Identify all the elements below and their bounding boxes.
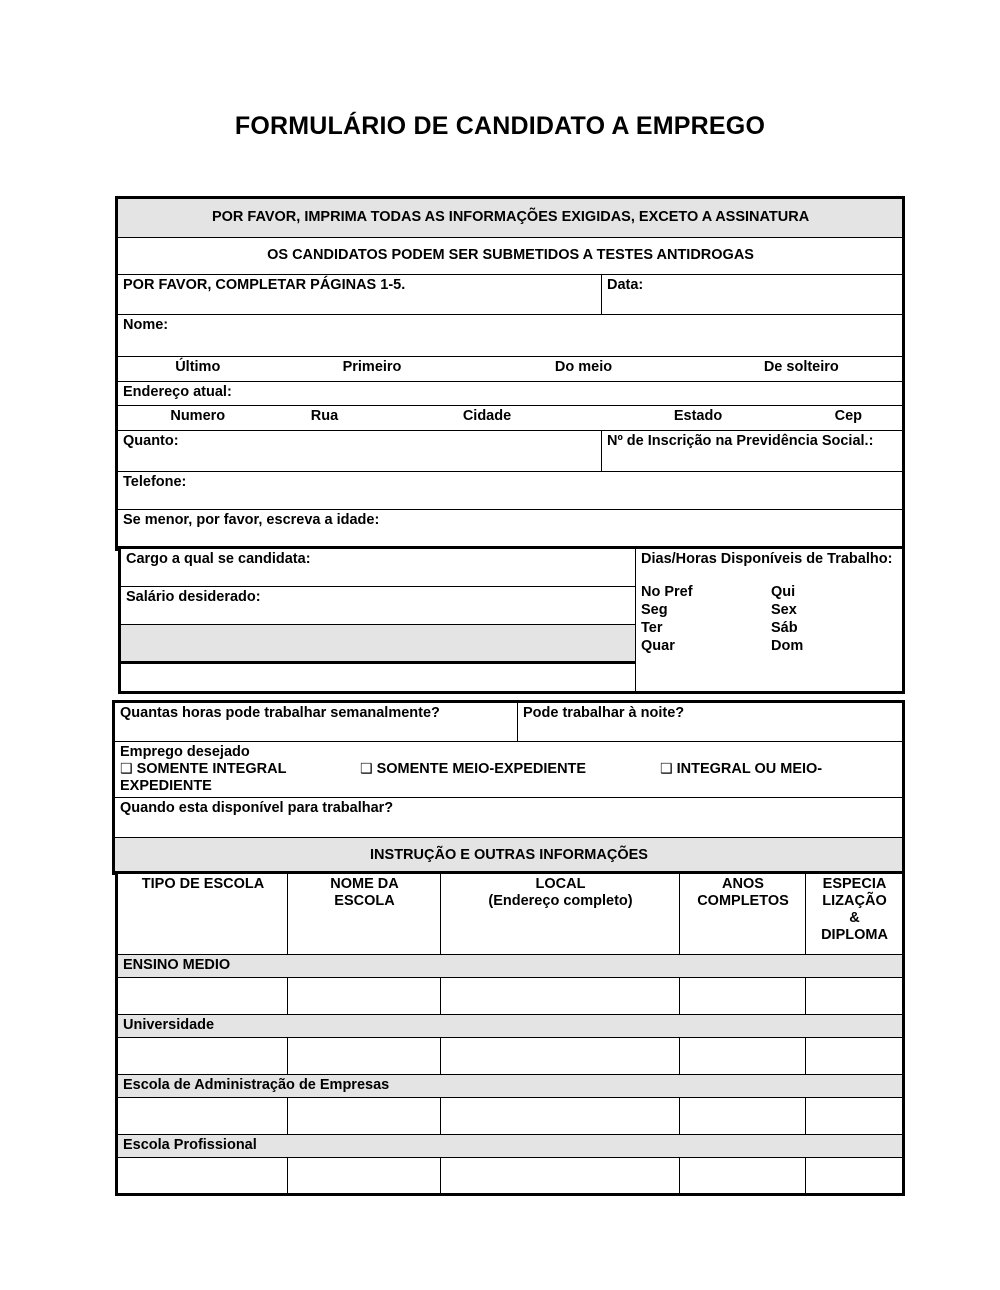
option-either[interactable] — [660, 761, 898, 778]
table-row[interactable] — [806, 1038, 904, 1075]
col-header-location-l2: (Endereço completo) — [488, 893, 633, 910]
position-spacer-cell — [120, 663, 636, 693]
option-either-label: INTEGRAL OU MEIO- — [676, 761, 823, 778]
table-row[interactable] — [680, 1158, 806, 1195]
option-full-time-label: SOMENTE INTEGRAL — [136, 761, 287, 778]
print-notice-banner: POR FAVOR, IMPRIMA TODAS AS INFORMAÇÕES EXIGIDAS, EXCETO A ASSINATURA — [117, 198, 904, 238]
checkbox-icon-either[interactable]: ❑ — [660, 761, 673, 778]
availability-heading: Dias/Horas Disponíveis de Trabalho: — [641, 551, 893, 567]
social-security-field[interactable]: Nº de Inscrição na Previdência Social.: — [602, 431, 904, 472]
day-sunday[interactable]: Dom — [771, 638, 804, 655]
work-hours-table — [112, 700, 905, 875]
checkbox-icon-full-time[interactable]: ❑ — [120, 761, 133, 778]
employment-desired-options — [120, 761, 898, 778]
table-row[interactable] — [806, 1098, 904, 1135]
table-row[interactable] — [680, 1098, 806, 1135]
address-part-city: Cidade — [372, 406, 602, 431]
current-address-field[interactable]: Endereço atual: — [117, 382, 904, 406]
table-row[interactable] — [117, 1038, 288, 1075]
desired-salary-field[interactable]: Salário desiderado: — [120, 587, 636, 625]
col-header-years-l1: ANOS — [722, 876, 764, 892]
row-label-escola-administracao: Escola de Administração de Empresas — [117, 1075, 904, 1098]
option-either-label-cont: EXPEDIENTE — [120, 778, 212, 795]
day-tuesday[interactable]: Ter — [641, 620, 663, 637]
minor-age-field[interactable]: Se menor, por favor, escreva a idade: — [117, 510, 904, 550]
day-wednesday[interactable]: Quar — [641, 638, 675, 655]
col-header-diploma-l2: LIZAÇÃO — [822, 893, 887, 910]
col-header-diploma-l4: DIPLOMA — [821, 927, 888, 944]
when-available-field[interactable]: Quando esta disponível para trabalhar? — [114, 798, 904, 838]
table-row[interactable] — [288, 978, 441, 1015]
row-label-universidade: Universidade — [117, 1015, 904, 1038]
option-full-time[interactable] — [120, 761, 360, 778]
table-row[interactable] — [806, 1158, 904, 1195]
availability-day-grid — [641, 584, 898, 655]
table-row[interactable] — [117, 978, 288, 1015]
day-no-pref[interactable]: No Pref — [641, 584, 693, 601]
table-row[interactable] — [441, 978, 680, 1015]
page-title: FORMULÁRIO DE CANDIDATO A EMPREGO — [234, 112, 766, 140]
table-row[interactable] — [288, 1158, 441, 1195]
table-row[interactable] — [441, 1158, 680, 1195]
table-row[interactable] — [680, 1038, 806, 1075]
address-part-number: Numero — [117, 406, 277, 431]
hours-per-week-field[interactable]: Quantas horas pode trabalhar semanalmente? — [114, 702, 518, 742]
checkbox-icon-part-time[interactable]: ❑ — [360, 761, 373, 778]
option-part-time[interactable] — [360, 761, 660, 778]
table-row[interactable] — [441, 1038, 680, 1075]
row-label-escola-profissional: Escola Profissional — [117, 1135, 904, 1158]
table-row[interactable] — [117, 1158, 288, 1195]
name-field[interactable]: Nome: — [117, 315, 904, 357]
position-availability-table — [118, 546, 905, 694]
day-friday[interactable]: Sex — [771, 602, 797, 619]
name-part-first: Primeiro — [277, 357, 467, 382]
education-section-banner: INSTRUÇÃO E OUTRAS INFORMAÇÕES — [114, 838, 904, 874]
name-part-last: Último — [117, 357, 277, 382]
education-table — [115, 871, 905, 1196]
col-header-location — [441, 873, 680, 955]
name-part-maiden: De solteiro — [700, 357, 904, 382]
availability-cell — [636, 548, 904, 693]
option-part-time-label: SOMENTE MEIO-EXPEDIENTE — [376, 761, 587, 778]
col-header-years-l2: COMPLETOS — [697, 893, 789, 910]
address-part-street: Rua — [277, 406, 372, 431]
address-part-zip: Cep — [794, 406, 904, 431]
col-header-school-name-l1: NOME DA — [330, 876, 399, 892]
col-header-diploma-l3: & — [849, 910, 860, 927]
col-header-years — [680, 873, 806, 955]
employment-desired-label: Emprego desejado — [120, 744, 250, 760]
name-part-middle: Do meio — [467, 357, 700, 382]
complete-pages-label: POR FAVOR, COMPLETAR PÁGINAS 1-5. — [117, 275, 602, 315]
col-header-school-name-l2: ESCOLA — [334, 893, 395, 910]
salary-shaded-cell — [120, 625, 636, 663]
drug-test-banner: OS CANDIDATOS PODEM SER SUBMETIDOS A TESTES ANTIDROGAS — [117, 238, 904, 275]
how-much-field[interactable]: Quanto: — [117, 431, 602, 472]
address-part-state: Estado — [602, 406, 794, 431]
day-saturday[interactable]: Sáb — [771, 620, 798, 637]
col-header-school-type: TIPO DE ESCOLA — [117, 873, 288, 955]
col-header-location-l1: LOCAL — [535, 876, 586, 892]
table-row[interactable] — [680, 978, 806, 1015]
night-work-field[interactable]: Pode trabalhar à noite? — [518, 702, 904, 742]
col-header-diploma-l1: ESPECIA — [822, 876, 887, 892]
col-header-diploma — [806, 873, 904, 955]
phone-field[interactable]: Telefone: — [117, 472, 904, 510]
day-thursday[interactable]: Qui — [771, 584, 796, 601]
row-label-ensino-medio: ENSINO MEDIO — [117, 955, 904, 978]
table-row[interactable] — [117, 1098, 288, 1135]
position-applied-field[interactable]: Cargo a qual se candidata: — [120, 548, 636, 587]
day-monday[interactable]: Seg — [641, 602, 668, 619]
date-field[interactable]: Data: — [602, 275, 904, 315]
employment-desired-cell — [114, 742, 904, 798]
table-row[interactable] — [441, 1098, 680, 1135]
table-row[interactable] — [288, 1038, 441, 1075]
applicant-info-table — [115, 196, 905, 551]
table-row[interactable] — [806, 978, 904, 1015]
table-row[interactable] — [288, 1098, 441, 1135]
col-header-school-name — [288, 873, 441, 955]
